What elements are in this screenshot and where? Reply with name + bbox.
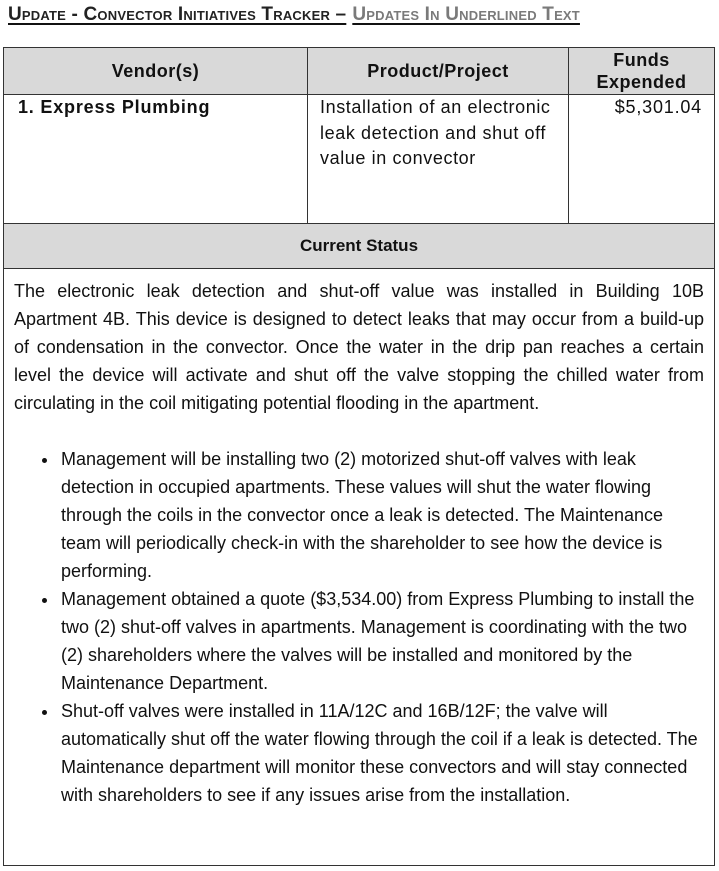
- status-body-row: [4, 269, 715, 866]
- title-updates-note: Updates In Underlined Text: [352, 4, 580, 25]
- tracker-table: [3, 47, 715, 866]
- page-title: [8, 2, 713, 28]
- vendor-cell: 1. Express Plumbing: [4, 95, 308, 224]
- status-header-row: [4, 224, 715, 269]
- list-item: • Management obtained a quote ($3,534.00) from Express Plumbing to install the two (2) shut-off valves in apartments. Management is coordinating with the two (2) shareholders where the valves will be installed and monitored by the Maintenance Department.: [59, 585, 704, 697]
- funds-cell: $5,301.04: [569, 95, 715, 224]
- status-body-cell: [4, 269, 715, 866]
- header-funds: Funds Expended: [569, 48, 715, 95]
- product-cell: Installation of an electronic leak detection and shut off value in convector: [308, 95, 569, 224]
- table-row: [4, 95, 715, 224]
- current-status-header: Current Status: [4, 224, 715, 269]
- title-main: Update - Convector Initiatives Tracker –: [8, 4, 347, 25]
- status-bullet-list: [14, 445, 704, 809]
- header-vendor: Vendor(s): [4, 48, 308, 95]
- list-item: • Management will be installing two (2) motorized shut-off valves with leak detection in occupied apartments. These values will shut the water flowing through the coils in the convector once a leak is detected. The Maintenance team will periodically check-in with the shareholder to see how the device is performing.: [59, 445, 704, 585]
- table-header-row: [4, 48, 715, 95]
- status-paragraph: The electronic leak detection and shut-off value was installed in Building 10B Apartment 4B. This device is designed to detect leaks that may occur from a build-up of condensation in the convector. Once the water in the drip pan reaches a certain level the device will activate and shut off the valve stopping the chilled water from circulating in the coil mitigating potential flooding in the apartment.: [14, 281, 704, 413]
- header-product: Product/Project: [308, 48, 569, 95]
- list-item: • Shut-off valves were installed in 11A/12C and 16B/12F; the valve will automatically shut off the water flowing through the coil if a leak is detected. The Maintenance department will monitor these convectors and will stay connected with shareholders to see if any issues arise from the installation.: [59, 697, 704, 809]
